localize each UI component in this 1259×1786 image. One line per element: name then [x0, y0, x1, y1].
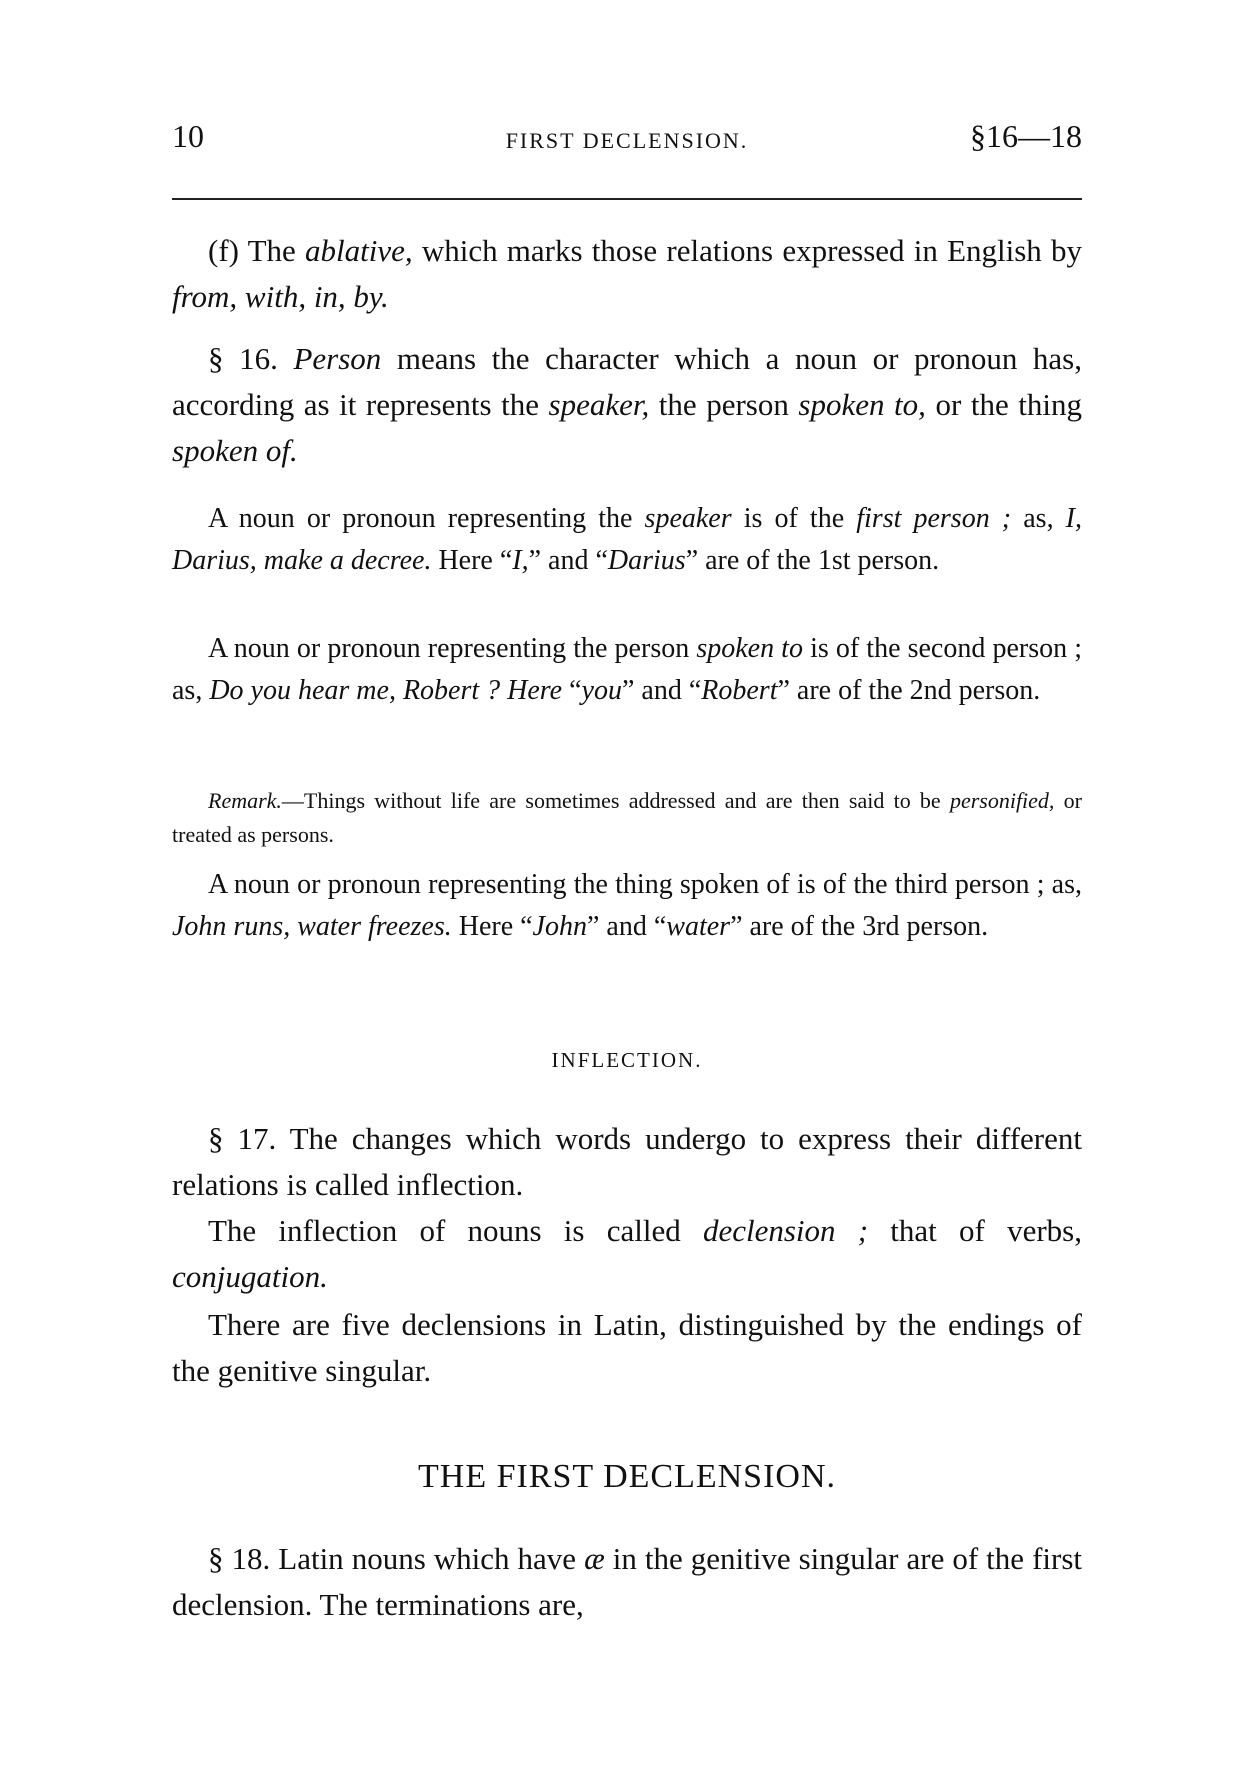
text-run: ” and “: [621, 675, 702, 706]
text-run: is of the second person ; as,: [172, 633, 1082, 706]
italic-run: I,: [512, 545, 529, 576]
italic-run: water: [666, 911, 731, 942]
text-run: —Things without life are sometimes addressed and are then said to be: [281, 788, 950, 813]
text-run: Here “: [431, 545, 513, 576]
text-run: means the character which a noun or pronoun has, according as it represents the: [172, 341, 1082, 422]
text-run: § 16.: [208, 341, 294, 376]
text-run: or the thing: [925, 387, 1082, 422]
text-run: ” are of the 3rd person.: [730, 911, 989, 942]
italic-run: Person: [293, 341, 382, 376]
italic-run: speaker,: [548, 387, 650, 422]
italic-run: Robert: [701, 675, 778, 706]
text-run: that of verbs,: [868, 1213, 1082, 1248]
text-run: A noun or pronoun representing the thing spoken of is of the third person ; as,: [208, 869, 1082, 900]
italic-run: Darius: [607, 545, 686, 576]
italic-run: John: [532, 911, 587, 942]
italic-run: you: [581, 675, 622, 706]
paragraph-declension: [172, 1208, 1082, 1300]
paragraph-section-16: [172, 336, 1082, 474]
paragraph-section-18: [172, 1536, 1082, 1628]
text-run: as,: [1011, 503, 1066, 534]
page-number: 10: [172, 118, 204, 154]
italic-run: I, Darius, make a decree.: [172, 503, 1082, 576]
text-run: The inflection of nouns is called: [208, 1213, 703, 1248]
text-run: “: [562, 675, 582, 706]
italic-run: spoken to: [696, 633, 803, 664]
italic-run: spoken to,: [798, 387, 926, 422]
text-run: A noun or pronoun representing the: [208, 503, 645, 534]
running-header: [172, 118, 1082, 162]
paragraph-second-person: [172, 628, 1082, 712]
text-run: (f) The: [208, 233, 306, 268]
paragraph-third-person: [172, 864, 1082, 948]
heading-inflection: INFLECTION.: [551, 1048, 703, 1072]
paragraph-remark: [172, 784, 1082, 852]
text-run: is of the: [731, 503, 857, 534]
italic-run: ablative,: [305, 233, 413, 268]
italic-run: speaker: [644, 503, 732, 534]
text-run: A noun or pronoun representing the person: [208, 633, 697, 664]
text-run: § 17. The changes which words undergo to express their different relations is called inflection.: [172, 1121, 1082, 1202]
paragraph-ablative: [172, 228, 1082, 320]
italic-run: conjugation.: [172, 1259, 328, 1294]
text-run: the person: [649, 387, 799, 422]
section-range: §16—18: [970, 118, 1082, 154]
italic-run: first person ;: [856, 503, 1012, 534]
text-run: ” are of the 2nd person.: [777, 675, 1041, 706]
text-run: which marks those relations expressed in English by: [412, 233, 1082, 268]
italic-run: from, with, in, by.: [172, 279, 389, 314]
italic-run: Do you hear me, Robert ? Here: [209, 675, 563, 706]
header-rule: [172, 198, 1082, 200]
text-run: There are five declensions in Latin, distinguished by the endings of the genitive singular.: [172, 1307, 1082, 1388]
heading-first-declension: THE FIRST DECLENSION.: [418, 1458, 836, 1495]
text-run: or treated as persons.: [172, 788, 1083, 847]
text-run: ” and “: [528, 545, 608, 576]
text-run: Here “: [451, 911, 533, 942]
paragraph-first-person: [172, 498, 1082, 582]
running-title: FIRST DECLENSION.: [505, 128, 749, 153]
italic-run: Remark.: [208, 788, 282, 813]
italic-run: John runs, water freezes.: [172, 911, 452, 942]
text-run: ” and “: [586, 911, 667, 942]
text-run: ” are of the 1st person.: [685, 545, 940, 576]
paragraph-five-declensions: [172, 1302, 1082, 1394]
italic-run: spoken of.: [172, 433, 298, 468]
italic-run: declension ;: [702, 1213, 869, 1248]
text-run: § 18. Latin nouns which have: [208, 1541, 585, 1576]
paragraph-section-17: [172, 1116, 1082, 1208]
italic-run: æ: [584, 1541, 605, 1576]
italic-run: personified,: [949, 788, 1055, 813]
text-run: in the genitive singular are of the first declension. The terminations are,: [172, 1541, 1082, 1622]
